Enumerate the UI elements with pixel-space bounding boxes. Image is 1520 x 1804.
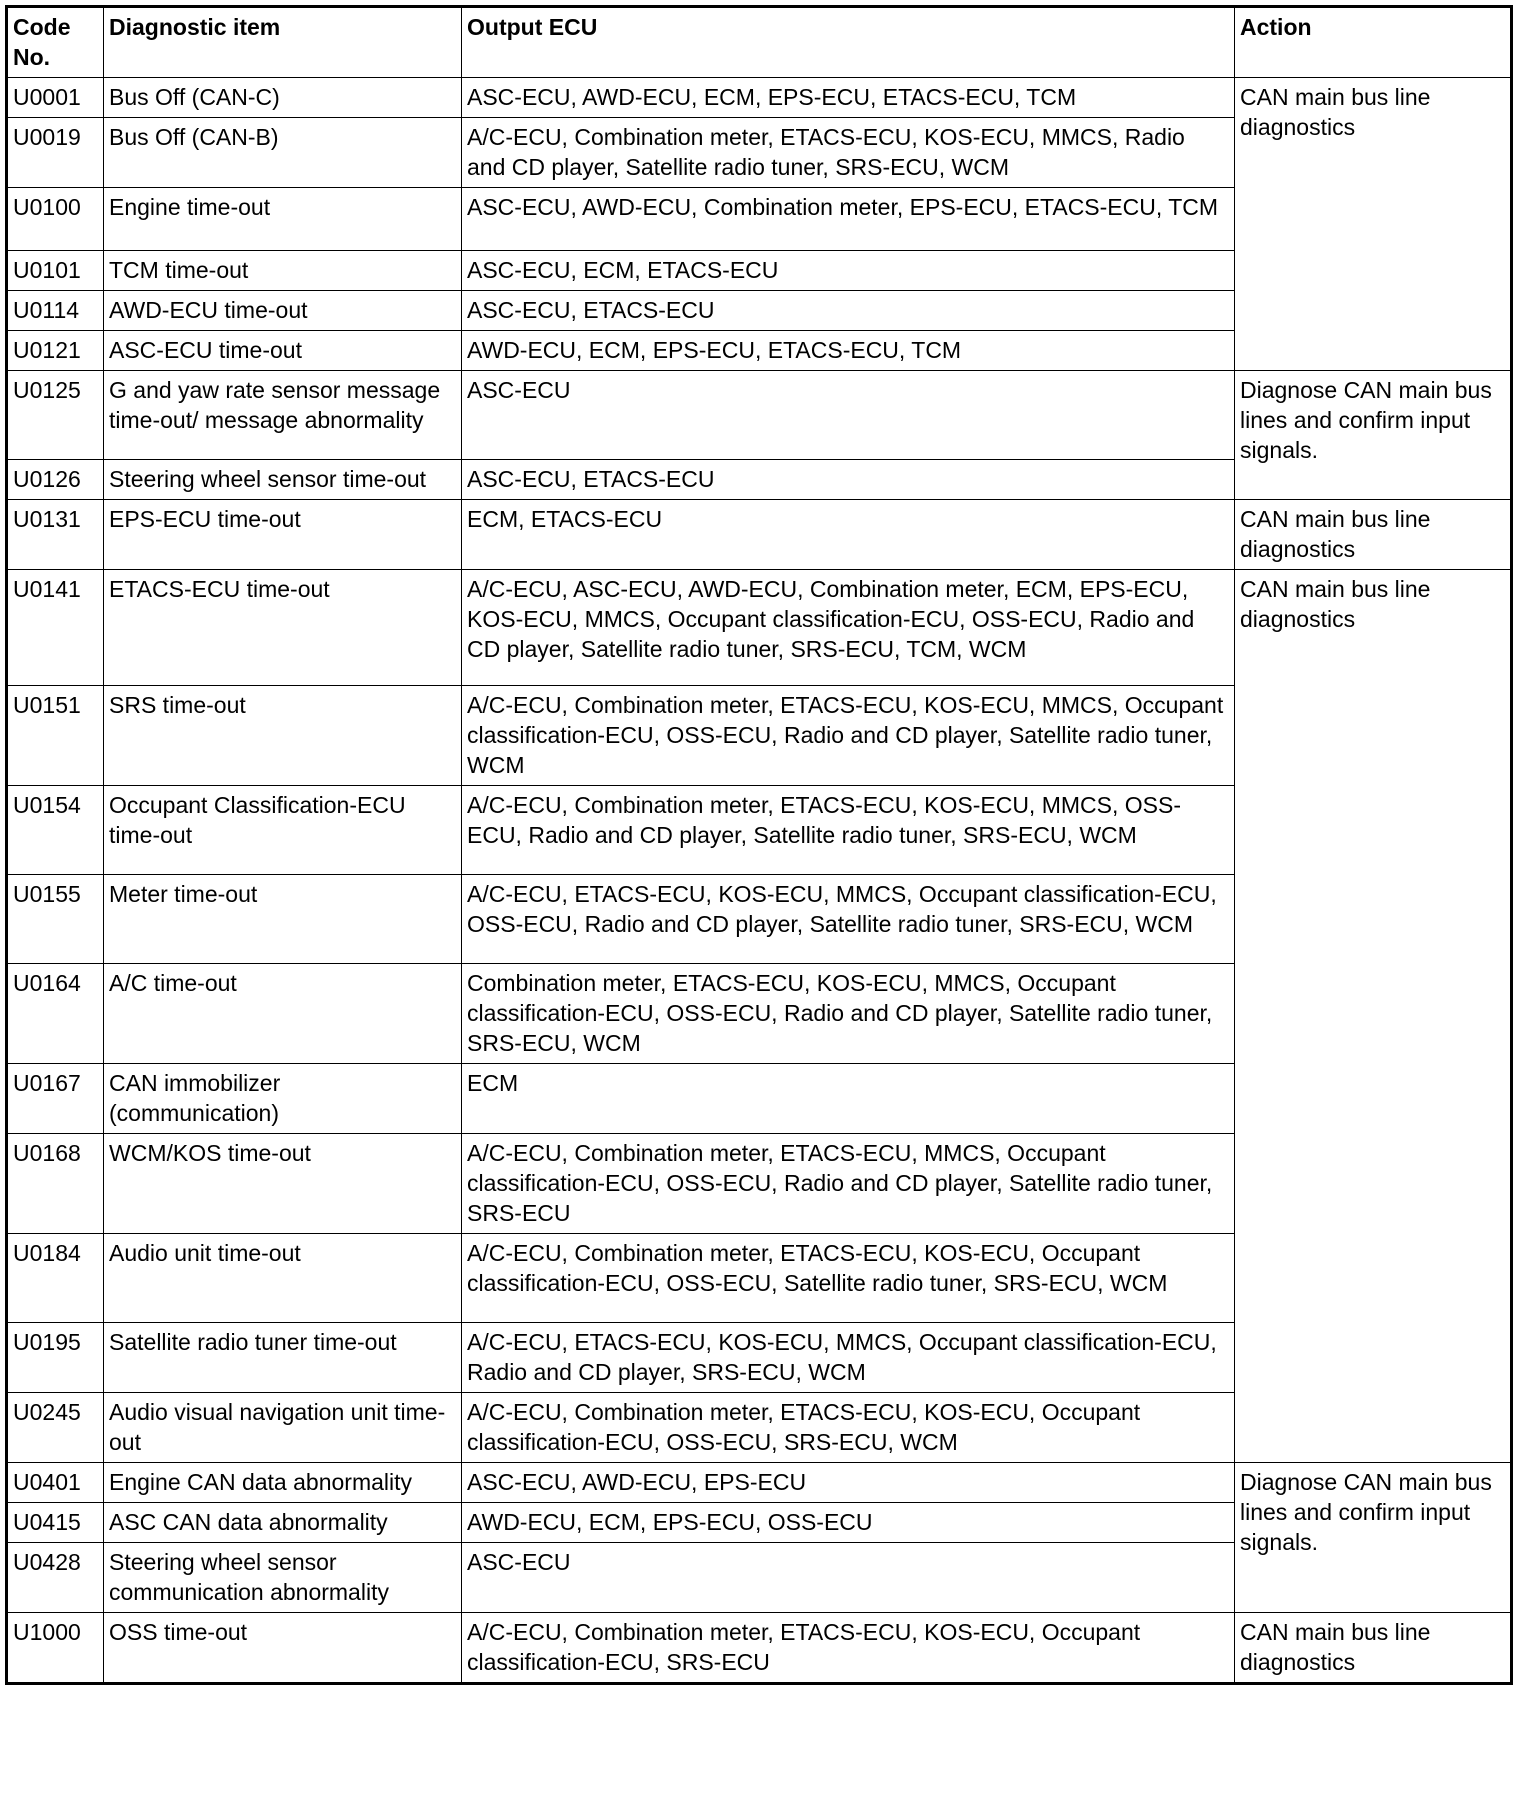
table-row (7, 371, 1512, 460)
output-ecu-cell: AWD-ECU, ECM, EPS-ECU, OSS-ECU (462, 1503, 1235, 1543)
output-ecu-cell: A/C-ECU, Combination meter, ETACS-ECU, KOS-ECU, Occupant classification-ECU, OSS-ECU, SRS-ECU, WCM (462, 1393, 1235, 1463)
diagnostic-item-cell: SRS time-out (104, 686, 462, 786)
code-cell: U0131 (7, 500, 104, 570)
code-cell: U0428 (7, 1543, 104, 1613)
code-cell: U0164 (7, 964, 104, 1064)
output-ecu-cell: A/C-ECU, ASC-ECU, AWD-ECU, Combination meter, ECM, EPS-ECU, KOS-ECU, MMCS, Occupant classification-ECU, OSS-ECU, Radio and CD player, Satellite radio tuner, SRS-ECU, TCM, WCM (462, 570, 1235, 686)
code-cell: U0168 (7, 1134, 104, 1234)
diagnostic-item-cell: A/C time-out (104, 964, 462, 1064)
output-ecu-cell: A/C-ECU, Combination meter, ETACS-ECU, KOS-ECU, MMCS, Occupant classification-ECU, OSS-ECU, Radio and CD player, Satellite radio tuner, WCM (462, 686, 1235, 786)
diagnostic-item-cell: WCM/KOS time-out (104, 1134, 462, 1234)
diagnostic-item-cell: Occupant Classification-ECU time-out (104, 786, 462, 875)
code-cell: U0141 (7, 570, 104, 686)
header-output-ecu: Output ECU (462, 7, 1235, 78)
output-ecu-cell: ECM, ETACS-ECU (462, 500, 1235, 570)
diagnostic-item-cell: Bus Off (CAN-B) (104, 118, 462, 188)
diagnostic-item-cell: TCM time-out (104, 251, 462, 291)
output-ecu-cell: A/C-ECU, Combination meter, ETACS-ECU, KOS-ECU, MMCS, OSS-ECU, Radio and CD player, Satellite radio tuner, SRS-ECU, WCM (462, 786, 1235, 875)
diagnostic-item-cell: Steering wheel sensor communication abnormality (104, 1543, 462, 1613)
code-cell: U0184 (7, 1234, 104, 1323)
code-cell: U0019 (7, 118, 104, 188)
output-ecu-cell: A/C-ECU, Combination meter, ETACS-ECU, KOS-ECU, Occupant classification-ECU, OSS-ECU, Satellite radio tuner, SRS-ECU, WCM (462, 1234, 1235, 1323)
code-cell: U1000 (7, 1613, 104, 1684)
diagnostic-item-cell: Bus Off (CAN-C) (104, 78, 462, 118)
output-ecu-cell: Combination meter, ETACS-ECU, KOS-ECU, MMCS, Occupant classification-ECU, OSS-ECU, Radio and CD player, Satellite radio tuner, SRS-ECU, WCM (462, 964, 1235, 1064)
diagnostic-item-cell: OSS time-out (104, 1613, 462, 1684)
table-row (7, 500, 1512, 570)
output-ecu-cell: AWD-ECU, ECM, EPS-ECU, ETACS-ECU, TCM (462, 331, 1235, 371)
code-cell: U0151 (7, 686, 104, 786)
output-ecu-cell: ASC-ECU, ECM, ETACS-ECU (462, 251, 1235, 291)
diagnostic-item-cell: Audio visual navigation unit time-out (104, 1393, 462, 1463)
output-ecu-cell: A/C-ECU, Combination meter, ETACS-ECU, KOS-ECU, MMCS, Radio and CD player, Satellite radio tuner, SRS-ECU, WCM (462, 118, 1235, 188)
table-row (7, 570, 1512, 686)
diagnostic-item-cell: Audio unit time-out (104, 1234, 462, 1323)
output-ecu-cell: ECM (462, 1064, 1235, 1134)
code-cell: U0195 (7, 1323, 104, 1393)
table-row (7, 1613, 1512, 1684)
table-row (7, 78, 1512, 118)
table-row (7, 1463, 1512, 1503)
output-ecu-cell: ASC-ECU (462, 371, 1235, 460)
diagnostic-item-cell: Satellite radio tuner time-out (104, 1323, 462, 1393)
code-cell: U0114 (7, 291, 104, 331)
diagnostic-item-cell: ETACS-ECU time-out (104, 570, 462, 686)
output-ecu-cell: ASC-ECU, ETACS-ECU (462, 460, 1235, 500)
output-ecu-cell: ASC-ECU, ETACS-ECU (462, 291, 1235, 331)
code-cell: U0101 (7, 251, 104, 291)
output-ecu-cell: A/C-ECU, ETACS-ECU, KOS-ECU, MMCS, Occupant classification-ECU, OSS-ECU, Radio and CD player, Satellite radio tuner, SRS-ECU, WCM (462, 875, 1235, 964)
code-cell: U0121 (7, 331, 104, 371)
code-cell: U0154 (7, 786, 104, 875)
code-cell: U0100 (7, 188, 104, 251)
table-header-row (7, 7, 1512, 78)
diagnostic-item-cell: EPS-ECU time-out (104, 500, 462, 570)
diagnostic-item-cell: AWD-ECU time-out (104, 291, 462, 331)
code-cell: U0245 (7, 1393, 104, 1463)
code-cell: U0125 (7, 371, 104, 460)
output-ecu-cell: ASC-ECU, AWD-ECU, ECM, EPS-ECU, ETACS-ECU, TCM (462, 78, 1235, 118)
header-diagnostic-item: Diagnostic item (104, 7, 462, 78)
action-cell: Diagnose CAN main bus lines and confirm input signals. (1235, 371, 1512, 500)
output-ecu-cell: A/C-ECU, ETACS-ECU, KOS-ECU, MMCS, Occupant classification-ECU, Radio and CD player, SRS-ECU, WCM (462, 1323, 1235, 1393)
diagnostic-item-cell: Engine CAN data abnormality (104, 1463, 462, 1503)
diagnostic-item-cell: Engine time-out (104, 188, 462, 251)
code-cell: U0155 (7, 875, 104, 964)
action-cell: Diagnose CAN main bus lines and confirm input signals. (1235, 1463, 1512, 1613)
diagnostic-item-cell: ASC CAN data abnormality (104, 1503, 462, 1543)
code-cell: U0415 (7, 1503, 104, 1543)
header-action: Action (1235, 7, 1512, 78)
output-ecu-cell: ASC-ECU, AWD-ECU, Combination meter, EPS-ECU, ETACS-ECU, TCM (462, 188, 1235, 251)
action-cell: CAN main bus line diagnostics (1235, 500, 1512, 570)
table-body (7, 78, 1512, 1684)
diagnostic-item-cell: Meter time-out (104, 875, 462, 964)
action-cell: CAN main bus line diagnostics (1235, 570, 1512, 1463)
action-cell: CAN main bus line diagnostics (1235, 1613, 1512, 1684)
diagnostic-item-cell: G and yaw rate sensor message time-out/ message abnormality (104, 371, 462, 460)
header-code-no: Code No. (7, 7, 104, 78)
code-cell: U0126 (7, 460, 104, 500)
diagnostic-code-table (5, 5, 1513, 1685)
diagnostic-item-cell: Steering wheel sensor time-out (104, 460, 462, 500)
output-ecu-cell: A/C-ECU, Combination meter, ETACS-ECU, KOS-ECU, Occupant classification-ECU, SRS-ECU (462, 1613, 1235, 1684)
code-cell: U0401 (7, 1463, 104, 1503)
diagnostic-item-cell: ASC-ECU time-out (104, 331, 462, 371)
diagnostic-item-cell: CAN immobilizer (communication) (104, 1064, 462, 1134)
action-cell: CAN main bus line diagnostics (1235, 78, 1512, 371)
code-cell: U0001 (7, 78, 104, 118)
code-cell: U0167 (7, 1064, 104, 1134)
output-ecu-cell: ASC-ECU (462, 1543, 1235, 1613)
output-ecu-cell: ASC-ECU, AWD-ECU, EPS-ECU (462, 1463, 1235, 1503)
output-ecu-cell: A/C-ECU, Combination meter, ETACS-ECU, MMCS, Occupant classification-ECU, OSS-ECU, Radio and CD player, Satellite radio tuner, SRS-ECU (462, 1134, 1235, 1234)
